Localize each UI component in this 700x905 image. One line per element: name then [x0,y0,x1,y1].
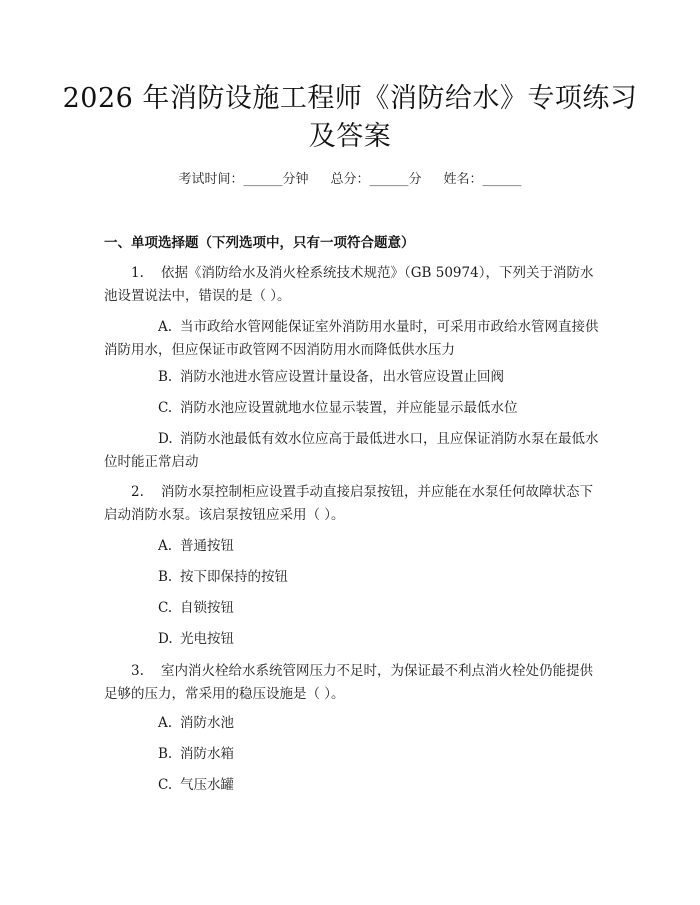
option-letter: A. [158,319,173,335]
option-text: 光电按钮 [180,631,234,647]
option-letter: C. [158,400,173,416]
option-text: 按下即保持的按钮 [180,569,288,585]
option-text: 消防水池 [180,715,234,731]
question-text: 依据《消防给水及消火栓系统技术规范》（GB 50974），下列关于消防水池设置说法中，错误的是（ ）。 [104,265,594,304]
option-letter: C. [158,777,173,793]
option-letter: A. [158,538,173,554]
option-letter: B. [158,746,173,762]
exam-score-label: 总分：______分 [330,172,422,187]
question-number: 1. [131,265,144,281]
question-1-option-c [104,397,600,420]
document-title: 2026 年消防设施工程师《消防给水》专项练习及答案 [62,83,638,152]
option-letter: D. [158,431,173,447]
option-text: 当市政给水管网能保证室外消防用水量时，可采用市政给水管网直接供消防用水，但应保证市政管网不因消防用水而降低供水压力 [104,319,599,358]
option-letter: B. [158,369,173,385]
question-1-option-b [104,366,600,389]
question-2-option-c [104,597,600,620]
question-number: 2. [131,484,144,500]
question-1-option-d [104,428,600,474]
question-number: 3. [131,663,144,679]
question-2-stem [104,481,600,527]
section-heading: 一、单项选择题（下列选项中，只有一项符合题意） [104,235,415,251]
question-3-stem [104,660,600,706]
option-letter: A. [158,715,173,731]
question-1-stem [104,262,600,308]
exam-time-label: 考试时间：______分钟 [178,172,309,187]
option-text: 气压水罐 [180,777,234,793]
option-text: 普通按钮 [180,538,234,554]
question-text: 消防水泵控制柜应设置手动直接启泵按钮，并应能在水泵任何故障状态下启动消防水泵。该启泵按钮应采用（ ）。 [104,484,593,523]
option-text: 消防水池最低有效水位应高于最低进水口，且应保证消防水泵在最低水位时能正常启动 [104,431,599,470]
option-text: 自锁按钮 [180,600,234,616]
option-letter: D. [158,631,173,647]
question-3-option-a [104,712,600,735]
question-1-option-a [104,316,600,362]
question-3-option-b [104,743,600,766]
exam-name-label: 姓名：______ [443,172,522,187]
exam-meta-line [0,168,700,187]
question-3-option-c [104,774,600,797]
question-2-option-d [104,628,600,651]
option-text: 消防水池进水管应设置计量设备，出水管应设置止回阀 [180,369,504,385]
option-text: 消防水箱 [180,746,234,762]
question-2-option-a [104,535,600,558]
question-text: 室内消火栓给水系统管网压力不足时，为保证最不利点消火栓处仍能提供足够的压力，常采用的稳压设施是（ ）。 [104,663,593,702]
option-text: 消防水池应设置就地水位显示装置，并应能显示最低水位 [180,400,518,416]
option-letter: B. [158,569,173,585]
option-letter: C. [158,600,173,616]
question-2-option-b [104,566,600,589]
